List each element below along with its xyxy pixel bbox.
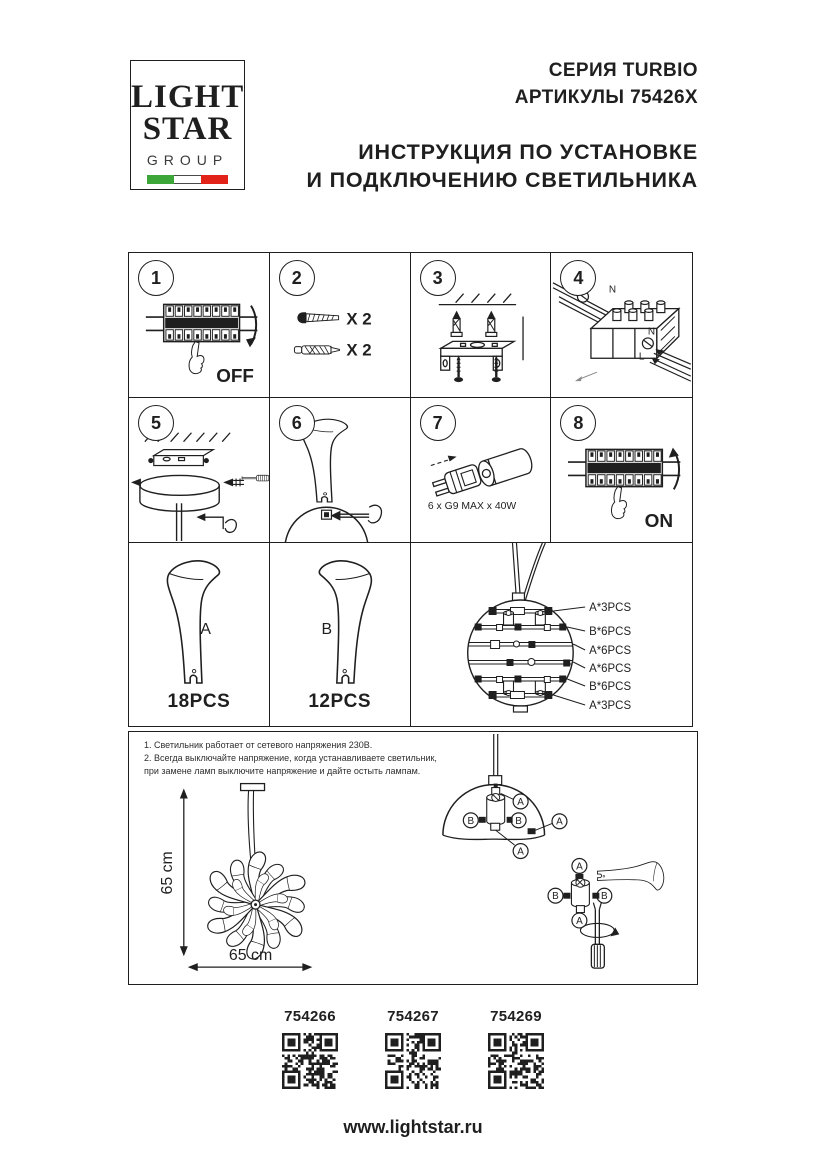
instruction-title-line2: И ПОДКЛЮЧЕНИЮ СВЕТИЛЬНИКА xyxy=(306,168,698,192)
callout-a: A xyxy=(517,846,524,858)
blade-icon xyxy=(597,862,663,890)
articles-title: АРТИКУЛЫ 75426X xyxy=(514,87,698,108)
lightstar-logo xyxy=(130,60,245,190)
logo-text-star: STAR xyxy=(142,111,233,147)
step-7-number: 7 xyxy=(420,405,456,441)
screw-qty: X 2 xyxy=(346,309,372,329)
part-a-letter: A xyxy=(200,620,211,639)
part-b-qty: 12PCS xyxy=(308,691,372,712)
step-3-cell xyxy=(411,253,552,398)
sphere-body xyxy=(467,600,572,706)
part-a-qty: 18PCS xyxy=(167,691,231,712)
step-1-cell xyxy=(129,253,270,398)
callout-b: B xyxy=(552,891,559,903)
callout-b: B xyxy=(600,891,608,903)
height-dim-label: 65 cm xyxy=(158,851,176,895)
step-5-number: 5 xyxy=(138,405,174,441)
screw-icon xyxy=(233,478,244,486)
sphere-diagram-cell xyxy=(411,543,693,726)
on-label: ON xyxy=(645,511,674,533)
qr-label: 754269 xyxy=(490,1008,542,1025)
chandelier-drawing xyxy=(205,784,307,960)
blade-icon xyxy=(167,561,219,683)
sphere-label: A*6PCS xyxy=(588,644,631,658)
step-8-cell xyxy=(551,398,692,543)
wires xyxy=(650,349,691,381)
part-b-letter: B xyxy=(321,620,332,639)
step-5-cell xyxy=(129,398,270,543)
wire-label-l: L xyxy=(639,351,645,363)
step-3-number: 3 xyxy=(420,260,456,296)
step-4-cell xyxy=(551,253,692,398)
step-6-cell xyxy=(270,398,411,543)
g9-bulb-icon xyxy=(431,464,482,499)
screw-icon xyxy=(454,355,463,382)
step-2-cell xyxy=(270,253,411,398)
width-dimension xyxy=(188,947,313,971)
sphere-label: B*6PCS xyxy=(588,625,631,639)
note-line: 1. Светильник работает от сетевого напряжения 230В. xyxy=(144,740,373,750)
callout-a: A xyxy=(576,861,583,873)
info-box xyxy=(128,731,698,985)
cords xyxy=(512,543,545,600)
step-7-cell xyxy=(411,398,552,543)
mounting-bracket xyxy=(440,341,513,370)
height-dimension xyxy=(159,789,188,957)
anchor-qty: X 2 xyxy=(346,340,372,360)
sphere-label: A*6PCS xyxy=(588,662,631,676)
anchor-icon xyxy=(294,346,340,354)
screw-icon xyxy=(297,312,338,323)
footer-url: www.lightstar.ru xyxy=(343,1117,483,1137)
screwdriver-icon xyxy=(580,903,619,968)
sphere-label: A*3PCS xyxy=(588,699,631,713)
qr-code xyxy=(282,1033,338,1089)
logo-text-light: LIGHT xyxy=(131,79,245,115)
socket-detail-diagram xyxy=(548,858,664,968)
step-6-number: 6 xyxy=(279,405,315,441)
instruction-title xyxy=(307,138,698,194)
series-title: СЕРИЯ TURBIO xyxy=(548,60,698,81)
note-line: при замене ламп выключите напряжение и дайте остыть лампам. xyxy=(144,766,421,776)
step-8-number: 8 xyxy=(560,405,596,441)
arrow-left-icon xyxy=(131,478,141,486)
safety-notes xyxy=(144,739,514,778)
wire-label-n: N xyxy=(609,284,617,296)
step-4-number: 4 xyxy=(560,260,596,296)
part-b-cell xyxy=(270,543,411,726)
qr-label: 754266 xyxy=(284,1008,336,1025)
hook-detail xyxy=(200,517,236,532)
mounting-bracket xyxy=(149,450,213,466)
callout-a: A xyxy=(556,816,563,828)
arrow-right-icon xyxy=(447,456,456,462)
note-line: 2. Всегда выключайте напряжение, когда устанавливаете светильник, xyxy=(144,753,437,763)
qr-label: 754267 xyxy=(387,1008,439,1025)
logo-text-group: GROUP xyxy=(146,152,229,168)
wire-label-n: N xyxy=(648,326,656,338)
header-titles xyxy=(307,57,698,194)
arrow-left-icon xyxy=(223,478,233,486)
screwdriver-icon xyxy=(242,475,269,481)
step-2-number: 2 xyxy=(279,260,315,296)
anchor-icon xyxy=(485,311,496,337)
step-1-number: 1 xyxy=(138,260,174,296)
sphere-label: B*6PCS xyxy=(588,680,631,694)
arrow-down-icon xyxy=(246,337,256,347)
steps-table xyxy=(128,252,693,727)
italian-flag-icon xyxy=(147,175,229,184)
qr-item xyxy=(385,1008,441,1089)
callout-a: A xyxy=(576,915,583,927)
part-a-cell xyxy=(129,543,270,726)
off-label: OFF xyxy=(216,365,254,387)
qr-row xyxy=(0,1008,826,1089)
callout-a: A xyxy=(517,796,524,808)
lamp-spec: 6 x G9 MAX x 40W xyxy=(427,501,516,513)
sphere-diagram xyxy=(411,543,693,726)
callout-b: B xyxy=(515,815,522,827)
qr-code xyxy=(385,1033,441,1089)
qr-code xyxy=(488,1033,544,1089)
qr-item xyxy=(488,1008,544,1089)
callout-b: B xyxy=(467,815,475,827)
socket-cylinder xyxy=(475,447,534,488)
sphere-label: A*3PCS xyxy=(588,601,631,615)
instruction-title-line1: ИНСТРУКЦИЯ ПО УСТАНОВКЕ xyxy=(358,140,698,164)
qr-item xyxy=(282,1008,338,1089)
canopy xyxy=(140,475,219,511)
anchor-icon xyxy=(451,311,462,337)
width-dim-label: 65 cm xyxy=(228,947,273,965)
